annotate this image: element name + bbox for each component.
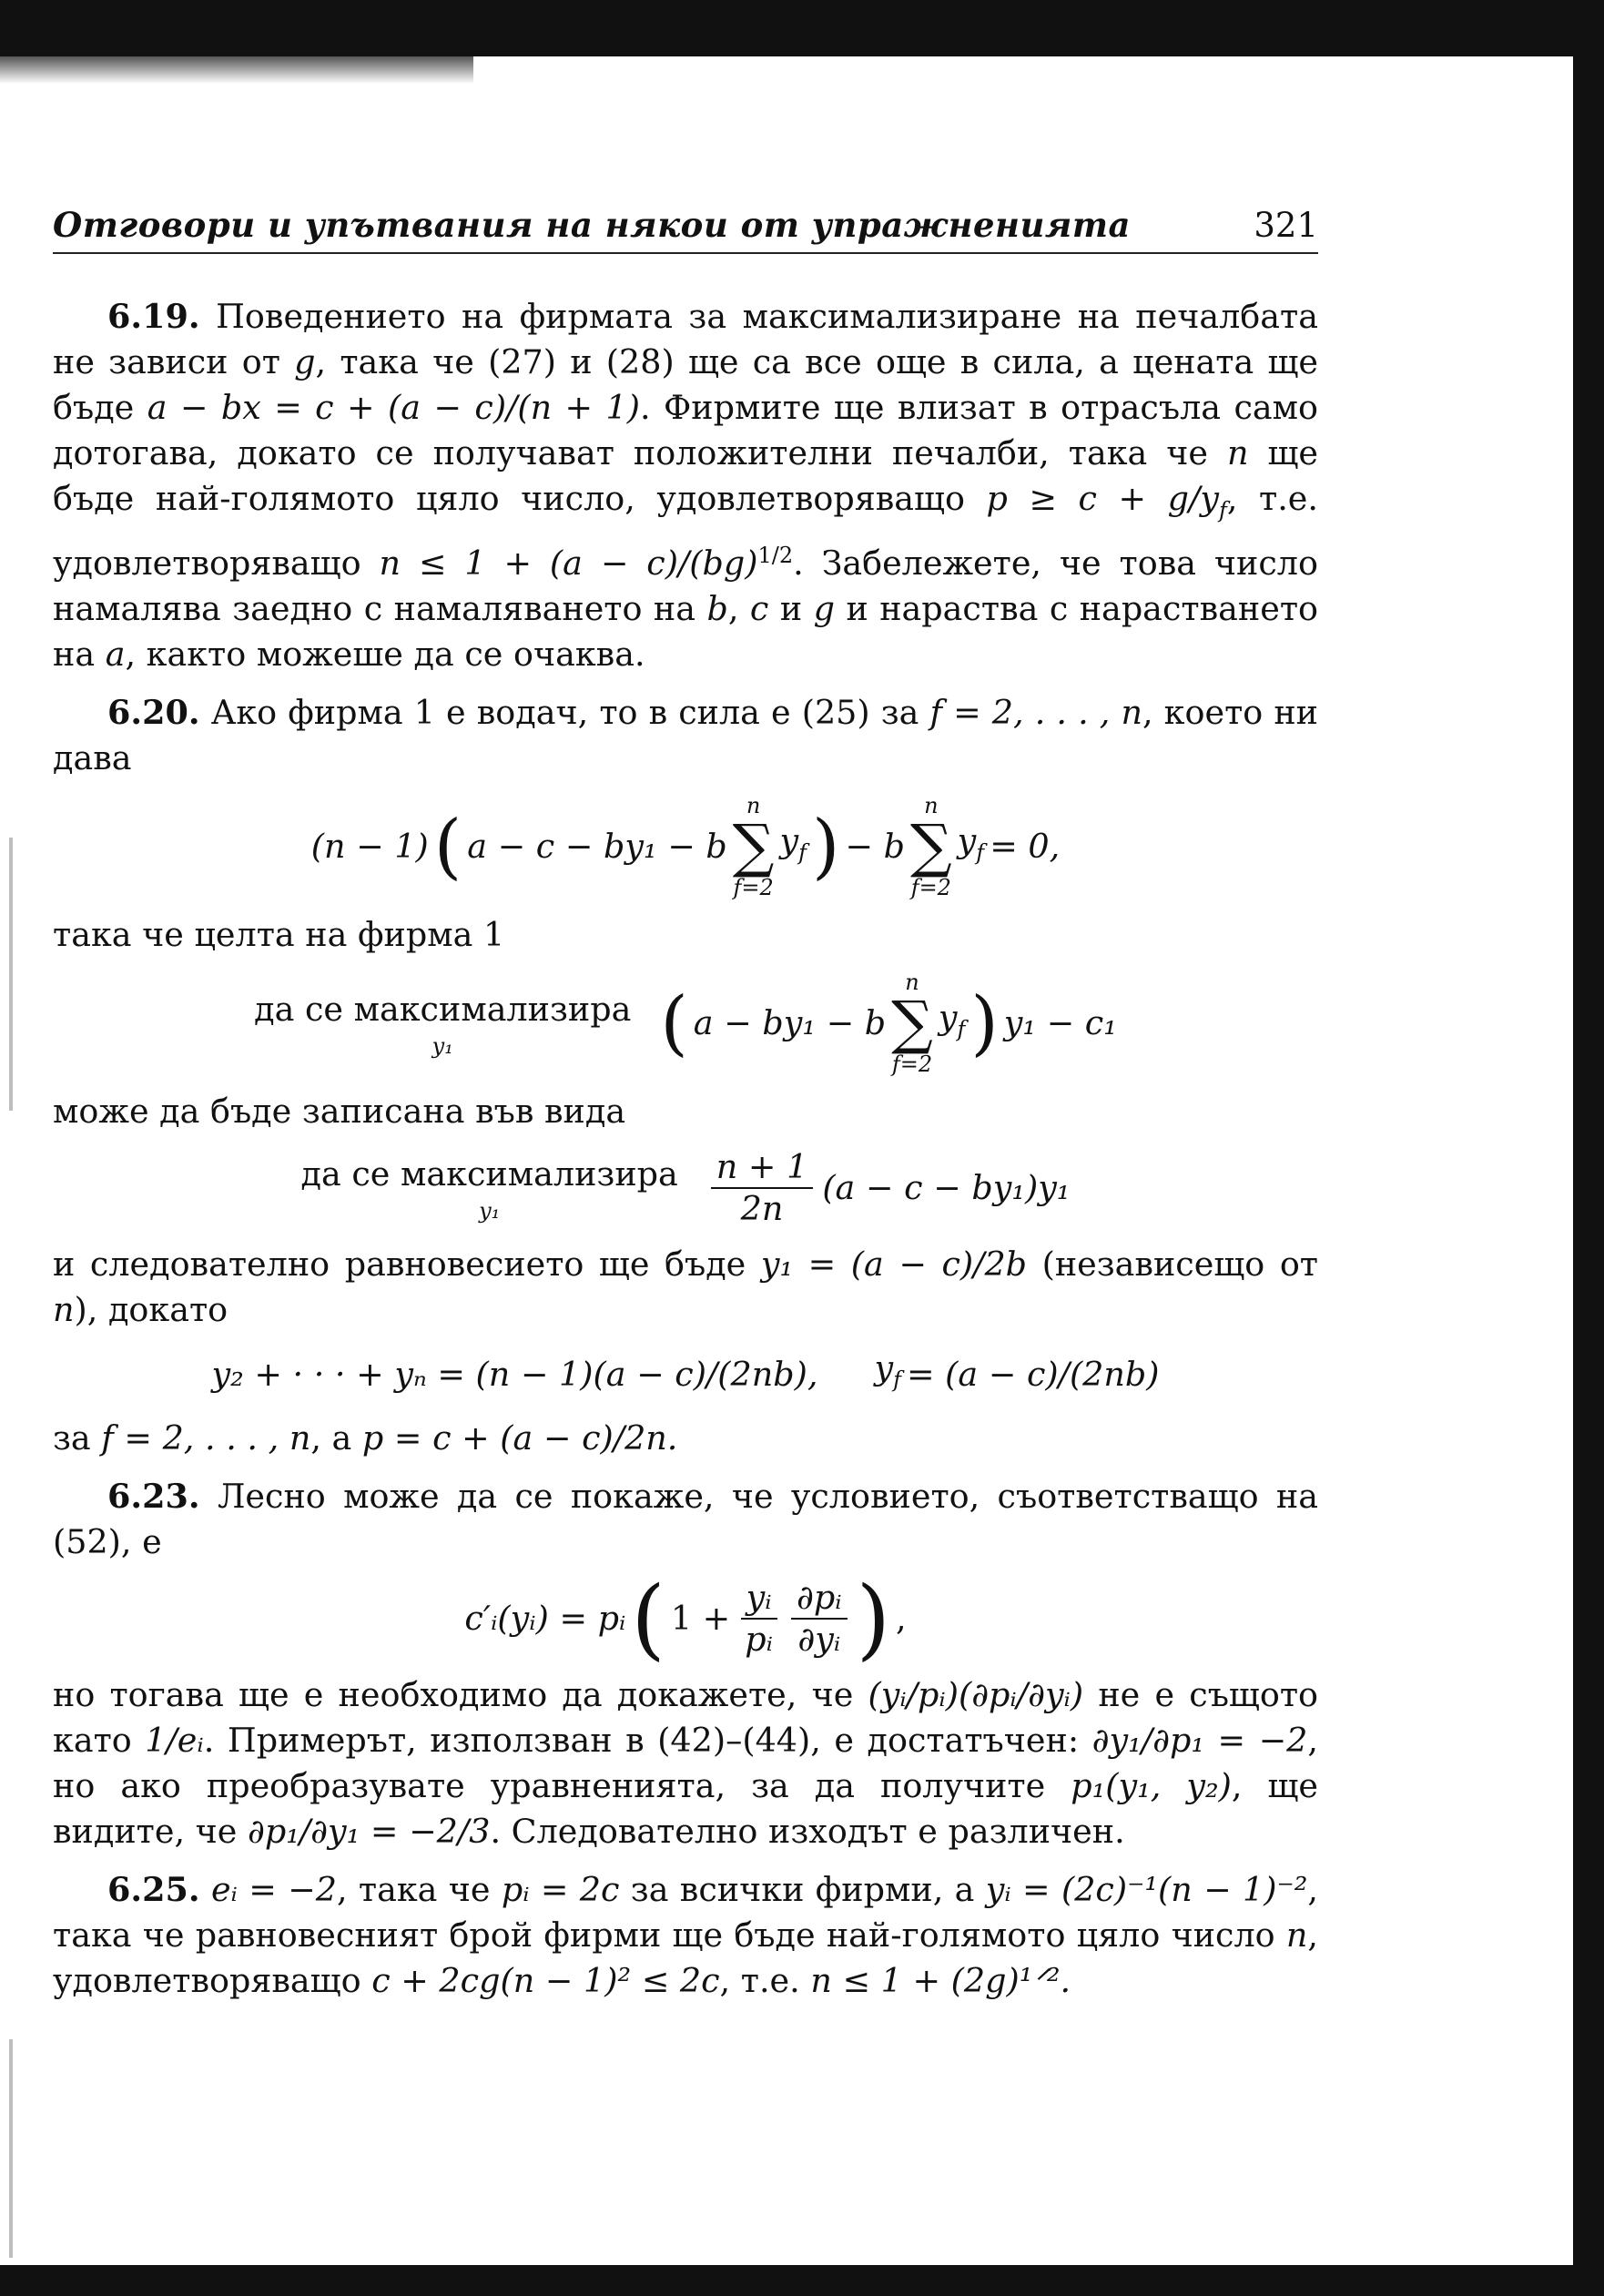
math: 1 + xyxy=(670,1598,731,1638)
answer-6-20 xyxy=(53,690,1318,781)
text: , което ни дава xyxy=(53,693,1318,778)
text: и xyxy=(768,589,814,629)
exercise-number: 6.19. xyxy=(107,297,200,336)
paren-close: ) xyxy=(811,806,840,889)
math: yᵢ = (2c)⁻¹(n − 1)⁻² xyxy=(985,1869,1308,1909)
paren-close: ) xyxy=(970,982,999,1065)
math: = 0, xyxy=(990,827,1061,867)
paren-close: ) xyxy=(856,1567,891,1670)
math: − b xyxy=(845,827,905,867)
paren-open: ( xyxy=(660,982,688,1065)
math: n xyxy=(1226,433,1249,472)
running-head xyxy=(53,205,1318,254)
text-line: и следователно равновесието ще бъде y₁ = (a − c)/2b (независещо от n), докато xyxy=(53,1245,1318,1330)
maximize-label: да се максимализира xyxy=(300,1154,678,1194)
math: y xyxy=(874,1348,894,1388)
math: y₂ + · · · + yₙ = (n − 1)(a − c)/(2nb), xyxy=(211,1354,818,1394)
math: c xyxy=(749,589,769,629)
text: , т.е. удовлетворяващо xyxy=(53,479,1319,584)
math: b xyxy=(706,589,728,629)
running-title: Отговори и упътвания на някои от упражненията xyxy=(53,205,1131,245)
math: n ≤ 1 + (2g)¹ᐟ². xyxy=(810,1960,1071,2000)
text-line: може да бъде записана във вида xyxy=(53,1092,626,1132)
math: ∂p₁/∂y₁ = −2/3 xyxy=(248,1811,491,1851)
text: Поведението на фирмата за максимализиране на печалбата не зависи от xyxy=(53,297,1318,381)
exercise-number: 6.20. xyxy=(107,693,200,733)
fraction: $\frac{n + 1}{2n}$ xyxy=(711,1147,814,1229)
math: f = 2, . . . , n xyxy=(101,1417,311,1458)
sum-symbol: n ∑ f=2 xyxy=(732,793,775,901)
text: , както можеше да се очаква. xyxy=(125,635,645,675)
page-content xyxy=(53,205,1318,2004)
math: f xyxy=(1218,497,1227,523)
math: a − bx = c + (a − c)/(n + 1) xyxy=(147,388,640,427)
answer-6-25: 6.25. eᵢ = −2, така че pᵢ = 2c за всички фирми, а yᵢ = (2c)⁻¹(n − 1)⁻², така че равновесният брой фирми ще бъде най-голямото цяло число n, удовлетворяващо c + 2cg(n − 1)² ≤ 2c, т.е. n ≤ 1 + (2g)¹ᐟ². xyxy=(53,1869,1318,2000)
math: 1/eᵢ xyxy=(145,1720,204,1760)
math: g xyxy=(813,589,835,629)
math: p ≥ c + g/y xyxy=(986,479,1219,518)
equation-leader-foc: (n − 1) ( a − c − by₁ − b n ∑ f=2 $y_f$ ) − b n ∑ f=2 $y_f$ = 0, xyxy=(310,793,1061,901)
scan-top-border xyxy=(0,0,1589,56)
text-paragraph: но тогава ще е необходимо да докажете, че (yᵢ/pᵢ)(∂pᵢ/∂yᵢ) не е същото като 1/eᵢ. Примерът, използван в (42)–(44), е достатъчен: ∂y₁/∂p₁ = −2, но ако преобразувате уравненията, за да получите p₁(y₁, y₂), ще видите, че ∂p₁/∂y₁ = −2/3. Следователно изходът е различен. xyxy=(53,1674,1319,1851)
math: pᵢ = 2c xyxy=(501,1869,620,1909)
text: Ако фирма 1 е водач, то в сила е (25) за xyxy=(210,693,930,733)
math: c′ᵢ(yᵢ) = pᵢ xyxy=(464,1598,626,1638)
math: y₁ = (a − c)/2b xyxy=(760,1245,1028,1285)
answer-6-23 xyxy=(53,1474,1318,1565)
math: y₁ − c₁ xyxy=(1003,1003,1117,1043)
answer-6-19: 6.19. Поведението на фирмата за максимализиране на печалбата не зависи от g, така че (27) и (28) ще са все още в сила, а цената ще бъде a − bx = c + (a − c)/(n + 1). Фирмите ще влизат в отрасъла само дотогава, докато се получават положителни печалби, така че n ще бъде най-голямото цяло число, удовлетворяващо $p \ge c + g/y_f$, т.е. удовлетворяващо n ≤ 1 + (a − c)/(bg)$^{1/2}$. Забележете, че това число намалява заедно с намаляването на b, c и g и нараства с нарастването на a, както можеше да се очаква. xyxy=(53,297,1319,675)
math: c + 2cg(n − 1)² ≤ 2c xyxy=(371,1960,720,2000)
math: n xyxy=(1285,1915,1308,1955)
math: (n − 1) xyxy=(310,827,429,867)
math: y xyxy=(957,821,977,861)
page-number: 321 xyxy=(1254,206,1318,245)
maximize-label: да се максимализира xyxy=(254,990,632,1030)
math: a − c − by₁ − b xyxy=(467,827,727,867)
math: y xyxy=(779,821,799,861)
math: p₁(y₁, y₂) xyxy=(1071,1765,1232,1805)
fraction: $\frac{\text{∂pᵢ}}{\text{∂yᵢ}}$ xyxy=(791,1578,848,1660)
exercise-number: 6.23. xyxy=(107,1476,200,1516)
text: , така че (27) и (28) ще са все още в сила, а цената ще бъде xyxy=(53,342,1318,427)
exercise-number: 6.25. xyxy=(107,1869,200,1909)
math: 1/2 xyxy=(757,543,794,569)
text-line: така че целта на фирма 1 xyxy=(53,915,505,955)
text: ще бъде най-голямото цяло число, удовлетворяващо xyxy=(53,433,1319,518)
equation-leader-objective: да се максимализира y₁ ( a − by₁ − b n ∑ f=2 $y_f$ ) y₁ − c₁ xyxy=(254,970,1117,1078)
text-line: за f = 2, . . . , n, а p = c + (a − c)/2n. xyxy=(53,1417,678,1458)
math: a − by₁ − b xyxy=(693,1003,887,1043)
math: y xyxy=(938,998,958,1038)
math: = (a − c)/(2nb) xyxy=(906,1354,1160,1394)
sum-symbol: n ∑ f=2 xyxy=(909,793,952,901)
math: n ≤ 1 + (a − c)/(bg) xyxy=(379,544,758,584)
text: . Фирмите ще влизат в отрасъла само дотогава, докато се получават положителни печалби, така че xyxy=(53,388,1319,472)
equation-followers: y₂ + · · · + yₙ = (n − 1)(a − c)/(2nb), $y_f$ = (a − c)/(2nb) xyxy=(53,1346,1318,1402)
paren-open: ( xyxy=(631,1567,665,1670)
math: n xyxy=(53,1290,75,1330)
text: Лесно може да се покаже, че условието, съответстващо на (52), е xyxy=(53,1476,1318,1561)
equation-marginal-cost xyxy=(53,1567,1318,1670)
math: , xyxy=(896,1598,907,1638)
math: ∂y₁/∂p₁ = −2 xyxy=(1091,1720,1308,1760)
equation-reduced-objective: да се максимализира y₁ $\frac{n + 1}{2n}$ (a − c − by₁)y₁ xyxy=(300,1147,1071,1229)
math: p = c + (a − c)/2n. xyxy=(361,1417,678,1458)
fraction: $\frac{\text{yᵢ}}{\text{pᵢ}}$ xyxy=(739,1578,778,1660)
math: a xyxy=(105,635,126,675)
sum-symbol: n ∑ f=2 xyxy=(891,970,933,1078)
math: f = 2, . . . , n xyxy=(929,693,1142,733)
paren-open: ( xyxy=(433,806,462,889)
text: . Забележете, че това число намалява заедно с намаляването на xyxy=(53,544,1318,629)
scan-left-streak xyxy=(9,2039,13,2258)
math: (a − c − by₁)y₁ xyxy=(822,1168,1071,1208)
math: eᵢ = −2 xyxy=(210,1869,337,1909)
scan-bottom-border xyxy=(0,2265,1604,2296)
text: и нараства с нарастването на xyxy=(53,589,1318,675)
scan-right-border xyxy=(1573,0,1604,2296)
math: g xyxy=(294,342,316,381)
math: (yᵢ/pᵢ)(∂pᵢ/∂yᵢ) xyxy=(868,1674,1084,1714)
scan-top-shadow xyxy=(0,56,473,84)
scan-left-streak xyxy=(9,838,13,1111)
